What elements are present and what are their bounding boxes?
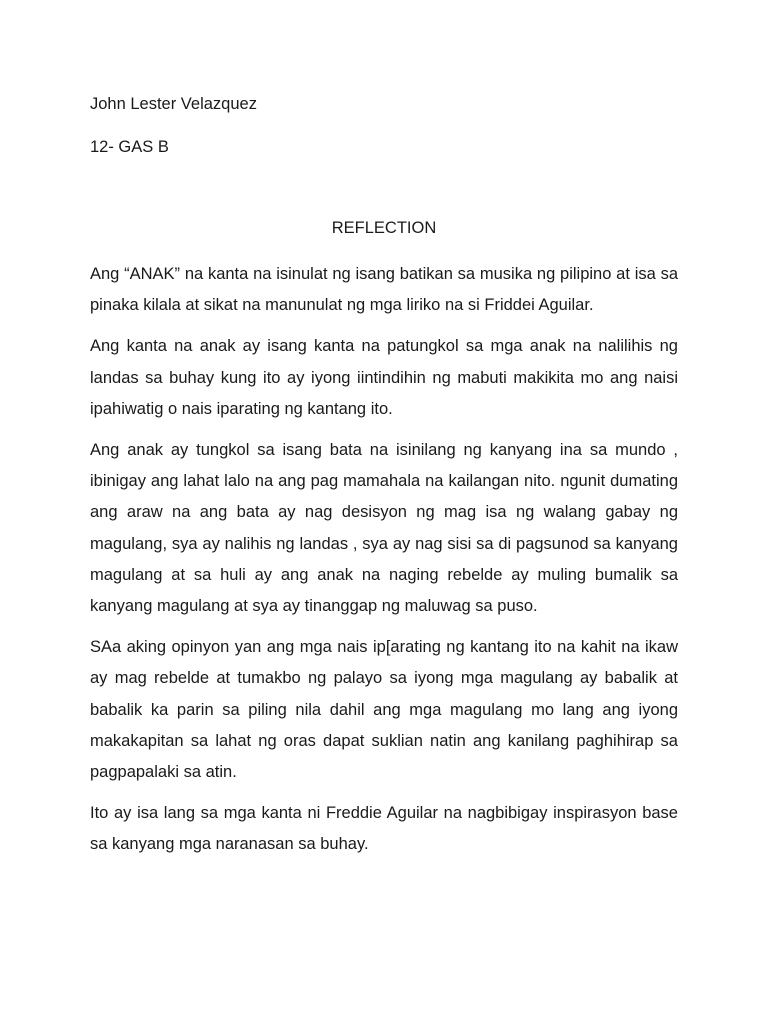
paragraph-3: Ang anak ay tungkol sa isang bata na isinilang ng kanyang ina sa mundo , ibinigay ang lahat lalo na ang pag mamahala na kailangan nito. ngunit dumating ang araw na ang bata ay nag desisyon ng mag isa ng walang gabay ng magulang, sya ay nalihis ng landas , sya ay nag sisi sa di pagsunod sa kanyang magulang at sa huli ay ang anak na naging rebelde ay muling bumalik sa kanyang magulang at sya ay tinanggap ng maluwag sa puso. (90, 441, 678, 616)
paragraph-1: Ang “ANAK” na kanta na isinulat ng isang batikan sa musika ng pilipino at isa sa pinaka kilala at sikat na manunulat ng mga liriko na si Friddei Aguilar. (90, 265, 678, 315)
author-name: John Lester Velazquez (90, 95, 257, 113)
document-body (90, 259, 678, 871)
paragraph-4: SAa aking opinyon yan ang mga nais ip[arating ng kantang ito na kahit na ikaw ay mag rebelde at tumakbo ng palayo sa iyong mga magulang ay babalik at babalik ka parin sa piling nila dahil ang mga magulang mo lang ang iyong makakapitan sa lahat ng oras dapat suklian natin ang kanilang paghihirap sa pagpapalaki sa atin. (90, 638, 678, 782)
paragraph-5: Ito ay isa lang sa mga kanta ni Freddie Aguilar na nagbibigay inspirasyon base sa kanyang mga naranasan sa buhay. (90, 804, 678, 854)
document-title: REFLECTION (331, 219, 437, 237)
paragraph-2: Ang kanta na anak ay isang kanta na patungkol sa mga anak na nalilihis ng landas sa buhay kung ito ay iyong iintindihin ng mabuti makikita mo ang naisi ipahiwatig o nais iparating ng kantang ito. (90, 337, 678, 418)
class-section: 12- GAS B (90, 138, 169, 156)
